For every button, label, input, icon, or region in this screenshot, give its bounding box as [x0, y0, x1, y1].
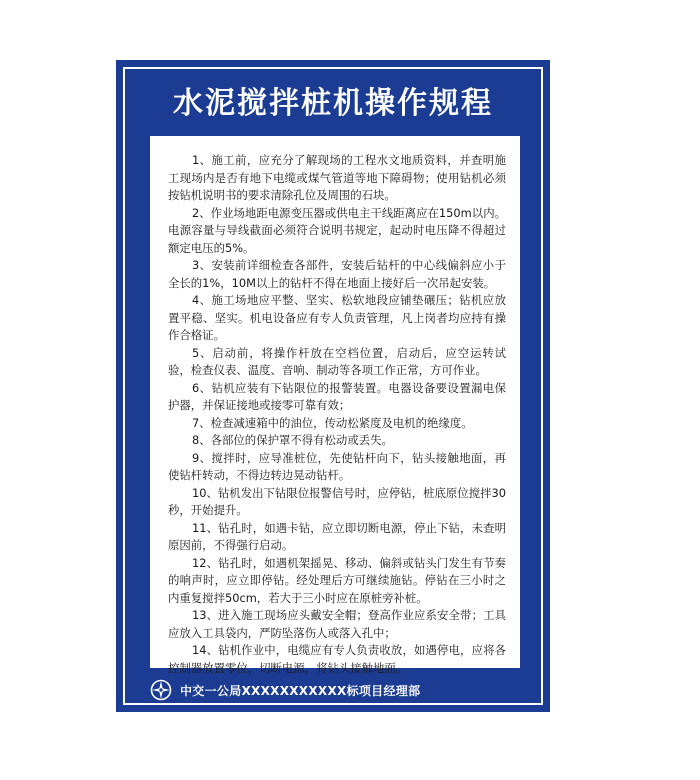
safety-sign-board	[116, 60, 550, 712]
rule-clause-7: 7、检查减速箱中的油位，传动松紧度及电机的绝缘度。	[192, 415, 473, 430]
rule-clause-5: 5、启动前，将操作杆放在空档位置，启动后，应空运转试验，检查仪表、温度、音响、制动等各项工作正常，方可作业。	[168, 345, 506, 377]
rule-clause-10: 10、钻机发出下钻限位报警信号时，应停钻，桩底原位搅拌30秒，开始提升。	[168, 485, 506, 517]
rule-clause-3: 3、安装前详细检查各部件，安装后钻杆的中心线偏斜应小于全长的1%，10M以上的钻杆不得在地面上接好后一次吊起安装。	[168, 258, 506, 290]
rule-clause-8: 8、各部位的保护罩不得有松动或丢失。	[192, 433, 393, 447]
rule-clause-13: 13、进入施工现场应头戴安全帽；登高作业应系安全带；工具应放入工具袋内，严防坠落伤人或落入孔中；	[168, 608, 506, 640]
issuer-name: 中交一公局XXXXXXXXXXX标项目经理部	[180, 683, 421, 698]
rule-clause-1: 1、施工前，应充分了解现场的工程水文地质资料，并查明施工现场内是否有地下电缆或煤气管道等地下障碍物；使用钻机必须按钻机说明书的要求清除孔位及周围的石块。	[168, 153, 506, 202]
rule-clause-11: 11、钻孔时，如遇卡钻，应立即切断电源，停止下钻，未查明原因前，不得强行启动。	[168, 520, 506, 552]
sign-title: 水泥搅拌桩机操作规程	[173, 86, 493, 121]
rule-clause-2: 2、作业场地距电源变压器或供电主干线距离应在150m以内。电源容量与导线截面必须符合说明书规定，起动时电压降不得超过额定电压的5%。	[168, 205, 506, 255]
rule-clause-14: 14、钻机作业中，电缆应有专人负责收放，如遇停电，应将各控制器放置零位，切断电源，将钻头接触地面。	[168, 643, 506, 675]
rule-clause-4: 4、施工场地应平整、坚实、松软地段应铺垫碾压；钻机应放置平稳、坚实。机电设备应有专人负责管理，凡上岗者均应持有操作合格证。	[168, 293, 506, 342]
rule-clause-9: 9、搅拌时，应导准桩位，先使钻杆向下，钻头接触地面，再使钻杆转动，不得边转边晃动钻杆。	[168, 450, 506, 482]
rule-clause-6: 6、钻机应装有下钻限位的报警装置。电器设备要设置漏电保护器，并保证接地或接零可靠有效；	[168, 380, 506, 412]
company-logo-icon	[150, 679, 172, 701]
sign-footer	[150, 676, 420, 704]
rules-panel	[150, 136, 520, 675]
rule-clause-12: 12、钻孔时，如遇机架摇晃、移动、偏斜或钻头门发生有节奏的响声时，应立即停钻。经处理后方可继续施钻。停钻在三小时之内重复搅拌50cm，若大于三小时应在原桩旁补桩。	[168, 555, 506, 605]
